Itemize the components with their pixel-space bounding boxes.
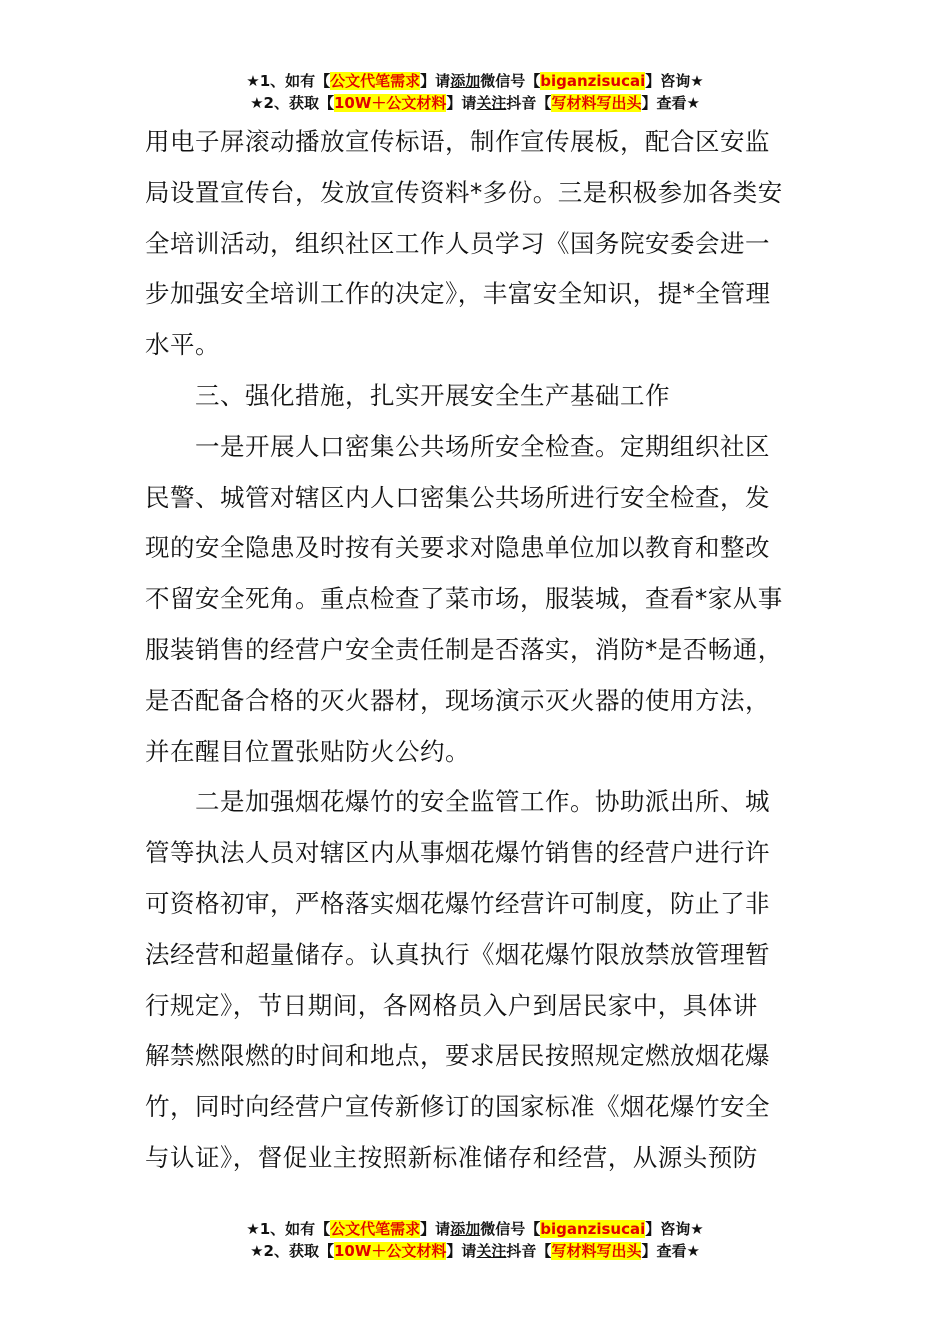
body-line: 竹，同时向经营户宣传新修订的国家标准《烟花爆竹安全 bbox=[145, 1092, 770, 1122]
header-banner bbox=[0, 70, 950, 114]
body-line: 用电子屏滚动播放宣传标语，制作宣传展板，配合区安监 bbox=[145, 127, 770, 156]
banner-text: 】咨询★ bbox=[645, 72, 704, 90]
banner-text: ★1、如有【 bbox=[246, 1220, 331, 1238]
body-line: 是否配备合格的灭火器材，现场演示灭火器的使用方法， bbox=[145, 685, 770, 715]
banner-text: 】请 bbox=[420, 72, 451, 90]
banner-emphasis: 添加 bbox=[450, 72, 481, 90]
banner-text: ★1、如有【 bbox=[246, 72, 331, 90]
body-line: 法经营和超量储存。认真执行《烟花爆竹限放禁放管理暂 bbox=[145, 939, 770, 969]
banner-line-1 bbox=[0, 1218, 950, 1240]
banner-text: 】请 bbox=[446, 1242, 477, 1260]
body-line: 全培训活动，组织社区工作人员学习《国务院安委会进一 bbox=[145, 228, 770, 258]
body-line: 二是加强烟花爆竹的安全监管工作。协助派出所、城 bbox=[195, 787, 770, 817]
banner-highlight: 10W＋公文材料 bbox=[333, 94, 447, 112]
body-line: 局设置宣传台，发放宣传资料*多份。三是积极参加各类安 bbox=[145, 177, 783, 207]
banner-highlight: 公文代笔需求 bbox=[330, 72, 421, 90]
body-line: 服装销售的经营户安全责任制是否落实，消防*是否畅通， bbox=[145, 634, 783, 664]
banner-text: ★2、获取【 bbox=[250, 1242, 334, 1260]
douyin-account: 写材料写出头 bbox=[551, 1242, 642, 1260]
footer-banner bbox=[0, 1218, 950, 1262]
wechat-id: biganzisucai bbox=[540, 72, 646, 90]
banner-emphasis: 添加 bbox=[450, 1220, 481, 1238]
banner-text: 】请 bbox=[446, 94, 477, 112]
banner-text: 】查看★ bbox=[641, 94, 700, 112]
banner-emphasis: 关注 bbox=[476, 94, 507, 112]
section-heading: 三、强化措施，扎实开展安全生产基础工作 bbox=[195, 380, 670, 410]
banner-highlight: 公文代笔需求 bbox=[330, 1220, 421, 1238]
body-line: 并在醒目位置张贴防火公约。 bbox=[145, 736, 470, 766]
banner-highlight: 10W＋公文材料 bbox=[333, 1242, 447, 1260]
banner-emphasis: 关注 bbox=[476, 1242, 507, 1260]
body-line: 现的安全隐患及时按有关要求对隐患单位加以教育和整改 bbox=[145, 533, 770, 563]
document-body bbox=[145, 117, 807, 1184]
banner-text: 】请 bbox=[420, 1220, 451, 1238]
body-line: 一是开展人口密集公共场所安全检查。定期组织社区 bbox=[195, 431, 770, 461]
banner-text: 微信号【 bbox=[480, 72, 541, 90]
body-line: 解禁燃限燃的时间和地点，要求居民按照规定燃放烟花爆 bbox=[145, 1041, 770, 1071]
wechat-id: biganzisucai bbox=[540, 1220, 646, 1238]
banner-text: 抖音【 bbox=[506, 1242, 552, 1260]
body-line: 步加强安全培训工作的决定》，丰富安全知识，提*全管理 bbox=[145, 279, 771, 309]
banner-text: ★2、获取【 bbox=[250, 94, 334, 112]
body-line: 民警、城管对辖区内人口密集公共场所进行安全检查，发 bbox=[145, 482, 770, 512]
douyin-account: 写材料写出头 bbox=[551, 94, 642, 112]
body-line: 水平。 bbox=[145, 330, 220, 360]
body-line: 行规定》，节日期间，各网格员入户到居民家中，具体讲 bbox=[145, 990, 758, 1020]
banner-line-2 bbox=[0, 92, 950, 114]
banner-line-1 bbox=[0, 70, 950, 92]
banner-text: 抖音【 bbox=[506, 94, 552, 112]
banner-text: 】咨询★ bbox=[645, 1220, 704, 1238]
body-line: 与认证》，督促业主按照新标准储存和经营，从源头预防 bbox=[145, 1142, 758, 1172]
banner-text: 】查看★ bbox=[641, 1242, 700, 1260]
body-line: 管等执法人员对辖区内从事烟花爆竹销售的经营户进行许 bbox=[145, 838, 770, 868]
banner-line-2 bbox=[0, 1240, 950, 1262]
body-line: 不留安全死角。重点检查了菜市场，服装城，查看*家从事 bbox=[145, 584, 783, 614]
banner-text: 微信号【 bbox=[480, 1220, 541, 1238]
body-line: 可资格初审，严格落实烟花爆竹经营许可制度，防止了非 bbox=[145, 888, 770, 918]
